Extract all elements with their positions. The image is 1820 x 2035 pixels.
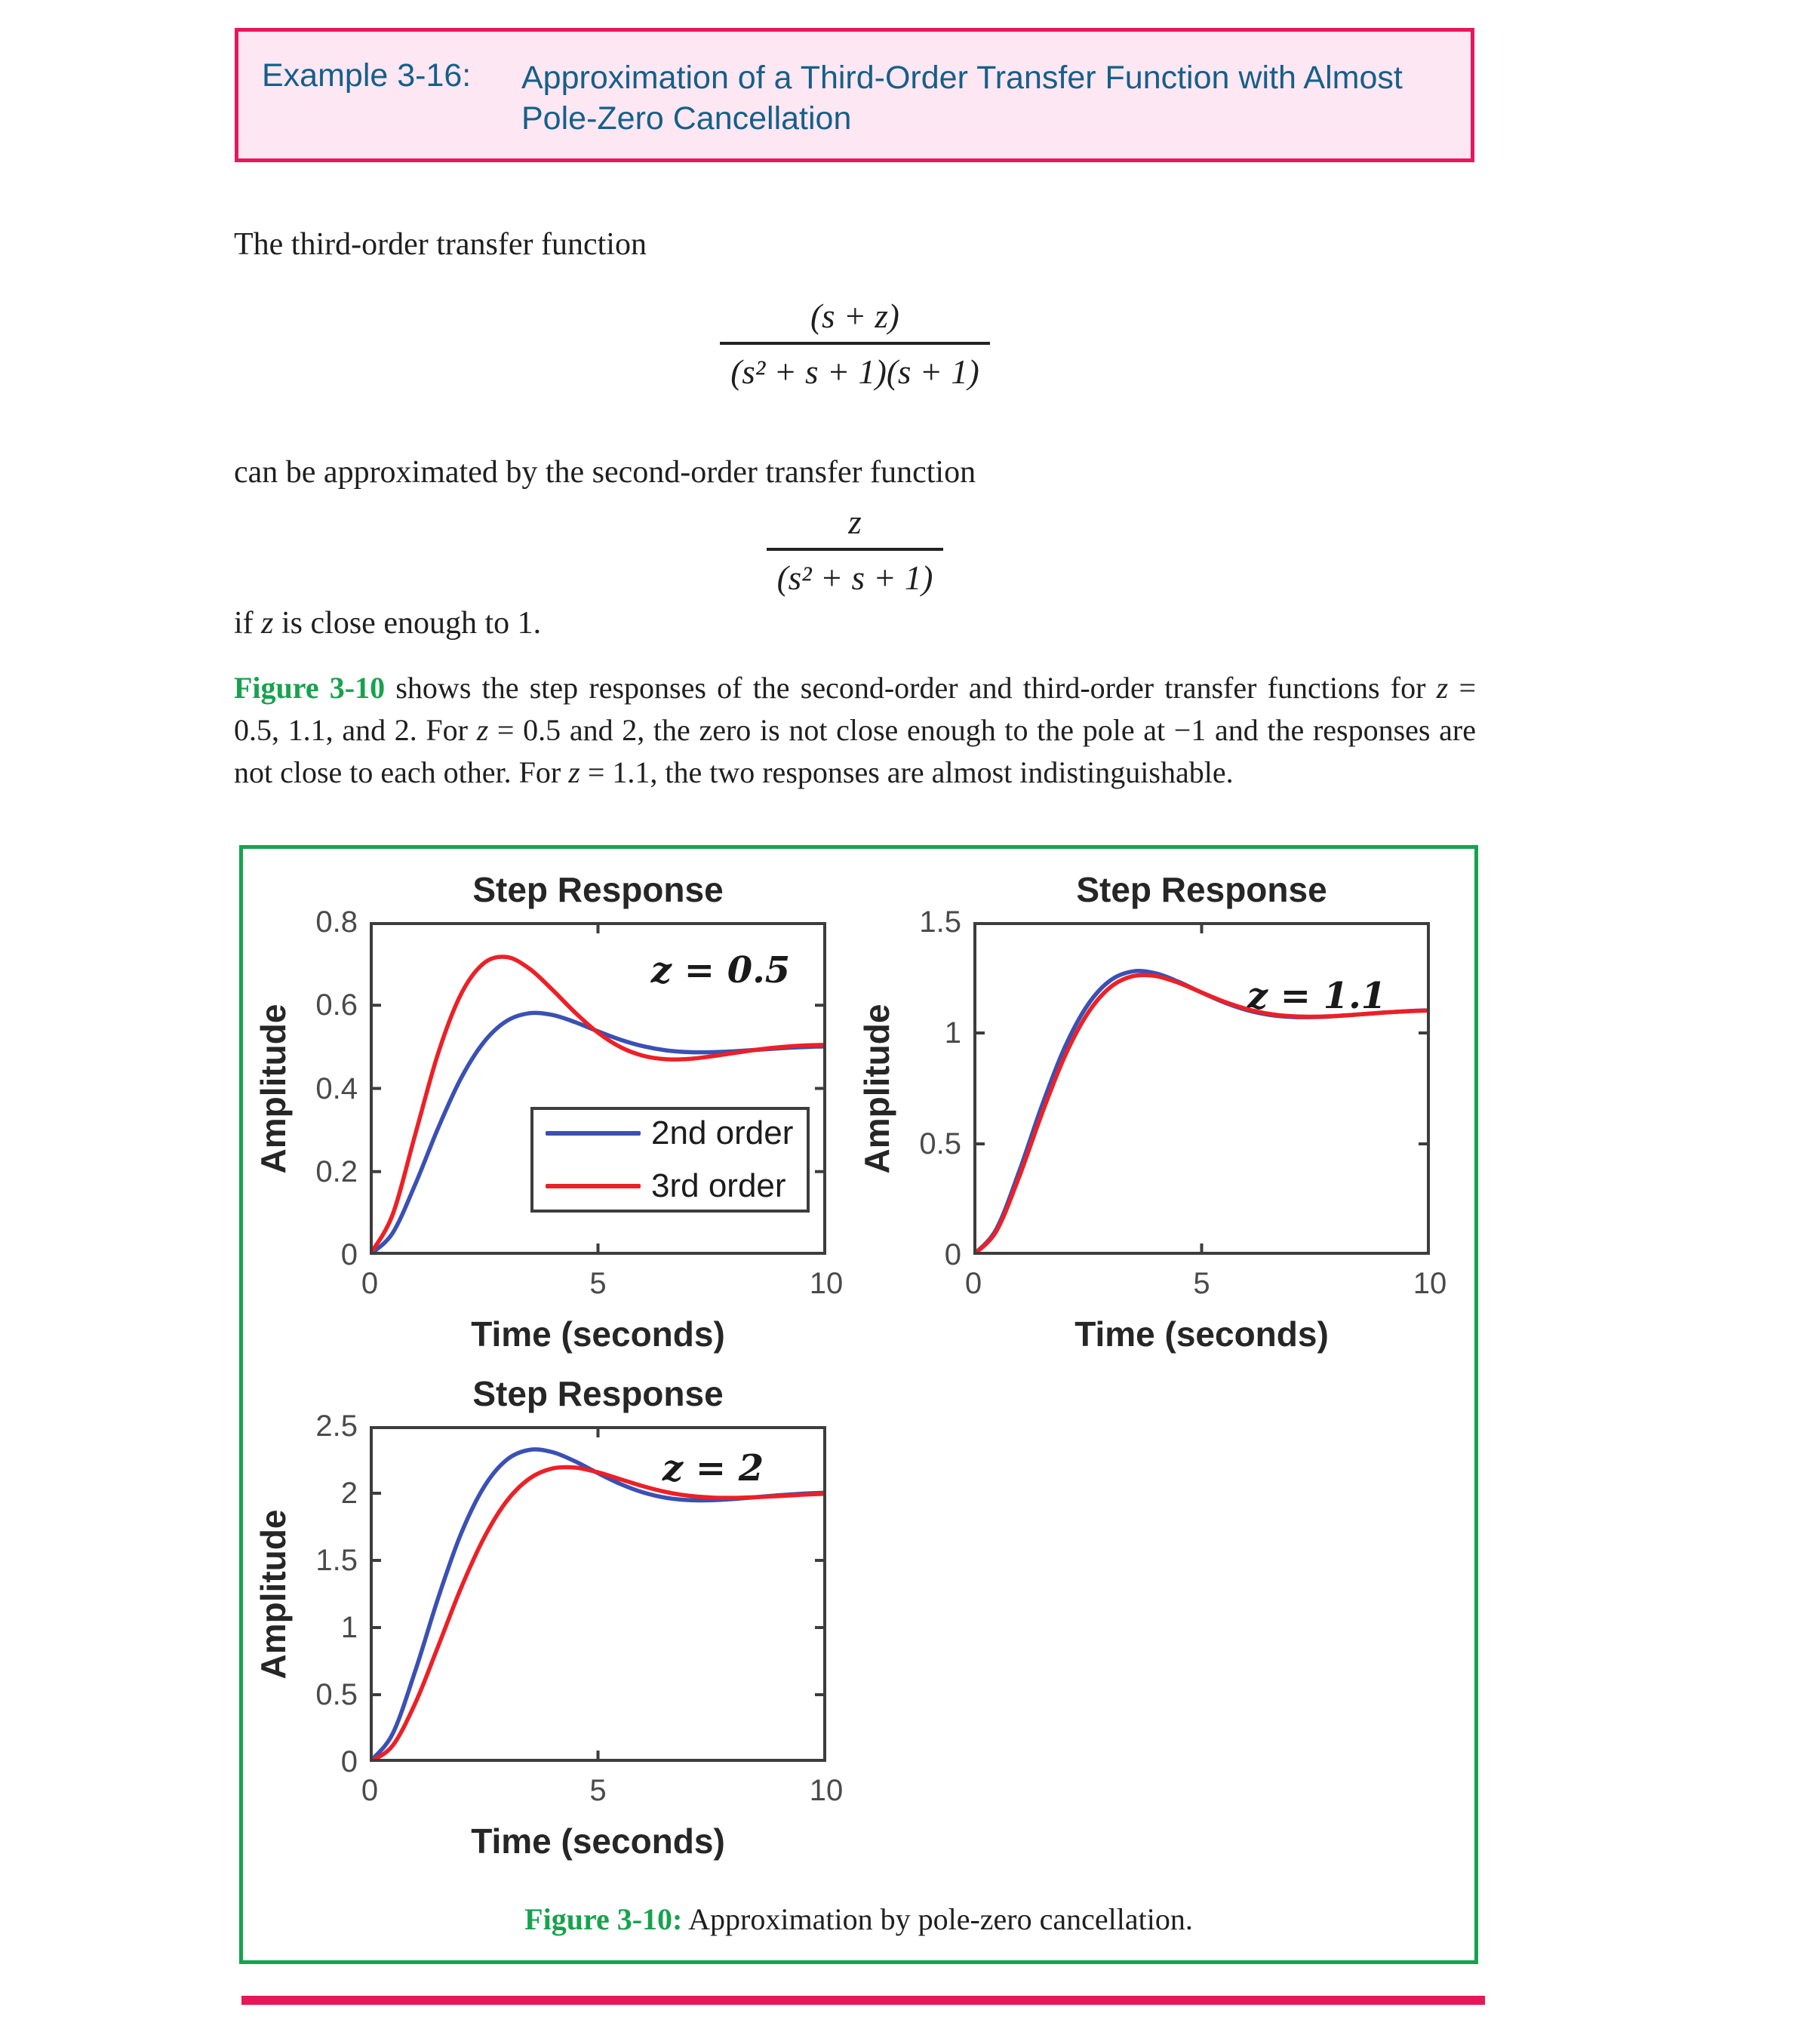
var-text: z bbox=[476, 713, 489, 747]
x-tick-label: 0 bbox=[361, 1267, 379, 1300]
step-response-plot-z-1-1 bbox=[857, 870, 1447, 1354]
figref-text: Figure 3-10 bbox=[234, 671, 386, 705]
plot-title: Step Response bbox=[1076, 870, 1327, 909]
text-run: = 1.1, the two responses are almost indistinguishable. bbox=[580, 755, 1234, 789]
step-response-plot-z-2 bbox=[254, 1374, 844, 1861]
y-tick-label: 0.4 bbox=[315, 1071, 358, 1105]
plot-title: Step Response bbox=[472, 1374, 724, 1413]
formula-denominator: (s² + s + 1) bbox=[767, 548, 944, 598]
x-axis-label: Time (seconds) bbox=[1074, 1314, 1329, 1354]
var-text: z bbox=[1436, 671, 1449, 705]
paragraph-approx: can be approximated by the second-order transfer function bbox=[234, 455, 976, 490]
y-tick-label: 1 bbox=[340, 1611, 358, 1644]
x-tick-label: 0 bbox=[361, 1774, 379, 1807]
text-run: is close enough to 1. bbox=[273, 606, 542, 641]
y-tick-label: 0 bbox=[340, 1745, 358, 1778]
formula-denominator: (s² + s + 1)(s + 1) bbox=[720, 342, 990, 392]
third-order-formula bbox=[234, 297, 1476, 392]
text-run: = 0.5, 1.1, and 2. For bbox=[234, 671, 1477, 747]
figure-caption bbox=[243, 1901, 1474, 1937]
z-value-annotation: z = 0.5 bbox=[650, 949, 791, 991]
y-tick-label: 0.5 bbox=[919, 1127, 961, 1160]
x-tick-label: 0 bbox=[964, 1267, 982, 1300]
legend-line-sample bbox=[546, 1131, 641, 1136]
legend-label: 3rd order bbox=[651, 1167, 786, 1204]
y-tick-label: 0 bbox=[340, 1238, 358, 1271]
plot-area bbox=[370, 1426, 826, 1762]
legend-entry bbox=[546, 1167, 807, 1205]
axes-frame bbox=[975, 924, 1428, 1253]
legend-label: 2nd order bbox=[651, 1114, 794, 1151]
formula-numerator: z bbox=[848, 503, 862, 541]
paragraph-condition bbox=[234, 602, 1476, 644]
plot-canvas bbox=[370, 1426, 826, 1762]
second-order-formula bbox=[234, 503, 1476, 598]
example-title-line1: Approximation of a Third-Order Transfer Function with Almost bbox=[521, 60, 1403, 96]
formula-numerator: (s + z) bbox=[810, 297, 899, 335]
x-tick-label: 10 bbox=[1413, 1267, 1447, 1300]
page-bottom-rule bbox=[241, 1996, 1485, 2005]
x-axis-label: Time (seconds) bbox=[471, 1821, 725, 1861]
legend-line-sample bbox=[546, 1184, 641, 1188]
y-tick-label: 0.6 bbox=[315, 988, 358, 1022]
y-tick-label: 0 bbox=[944, 1238, 961, 1271]
text-run: shows the step responses of the second-order and third-order transfer functions for bbox=[385, 671, 1437, 705]
y-tick-label: 1.5 bbox=[919, 905, 961, 939]
text-run: if bbox=[234, 606, 262, 641]
plot-canvas bbox=[973, 922, 1430, 1255]
figure-caption-text: Approximation by pole-zero cancellation. bbox=[682, 1902, 1193, 1936]
x-tick-label: 5 bbox=[1193, 1267, 1210, 1300]
y-tick-label: 1 bbox=[944, 1016, 961, 1050]
y-tick-label: 0.2 bbox=[315, 1154, 358, 1188]
z-value-annotation: z = 1.1 bbox=[1247, 975, 1387, 1017]
fraction bbox=[720, 297, 990, 392]
paragraph-figure-discussion bbox=[234, 667, 1476, 794]
y-tick-label: 1.5 bbox=[315, 1544, 358, 1577]
curve-3rd-order bbox=[370, 1467, 826, 1762]
x-axis-label: Time (seconds) bbox=[471, 1314, 725, 1354]
legend bbox=[530, 1107, 810, 1213]
y-tick-label: 0.8 bbox=[315, 905, 358, 939]
var-text: z bbox=[261, 606, 274, 641]
text-run: = 0.5 and 2, the zero is not close enough to the pole at −1 and the responses are not close to each other. For bbox=[234, 713, 1476, 789]
example-title-line2: Pole-Zero Cancellation bbox=[521, 100, 852, 137]
y-axis-label: Amplitude bbox=[857, 1004, 896, 1173]
example-banner bbox=[235, 28, 1474, 162]
x-tick-label: 5 bbox=[589, 1774, 607, 1807]
example-number-label: Example 3-16: bbox=[262, 57, 472, 94]
legend-entry bbox=[546, 1114, 807, 1152]
figure-3-10-box bbox=[239, 845, 1478, 1964]
var-text: z bbox=[568, 755, 580, 789]
curve-3rd-order bbox=[973, 975, 1430, 1255]
step-response-plot-z-0-5 bbox=[254, 870, 844, 1354]
paragraph-intro: The third-order transfer function bbox=[234, 227, 647, 262]
y-axis-label: Amplitude bbox=[254, 1509, 293, 1679]
x-tick-label: 10 bbox=[809, 1774, 844, 1807]
plot-title: Step Response bbox=[472, 870, 724, 909]
fraction bbox=[767, 503, 944, 598]
y-axis-label: Amplitude bbox=[254, 1004, 293, 1173]
example-title bbox=[521, 57, 1403, 139]
z-value-annotation: z = 2 bbox=[662, 1447, 764, 1489]
y-tick-label: 2.5 bbox=[315, 1409, 358, 1443]
y-tick-label: 2 bbox=[340, 1477, 358, 1510]
y-tick-label: 0.5 bbox=[315, 1678, 358, 1711]
figure-caption-label: Figure 3-10: bbox=[524, 1902, 683, 1936]
plot-area bbox=[973, 922, 1430, 1255]
x-tick-label: 5 bbox=[589, 1267, 607, 1300]
x-tick-label: 10 bbox=[809, 1267, 844, 1300]
